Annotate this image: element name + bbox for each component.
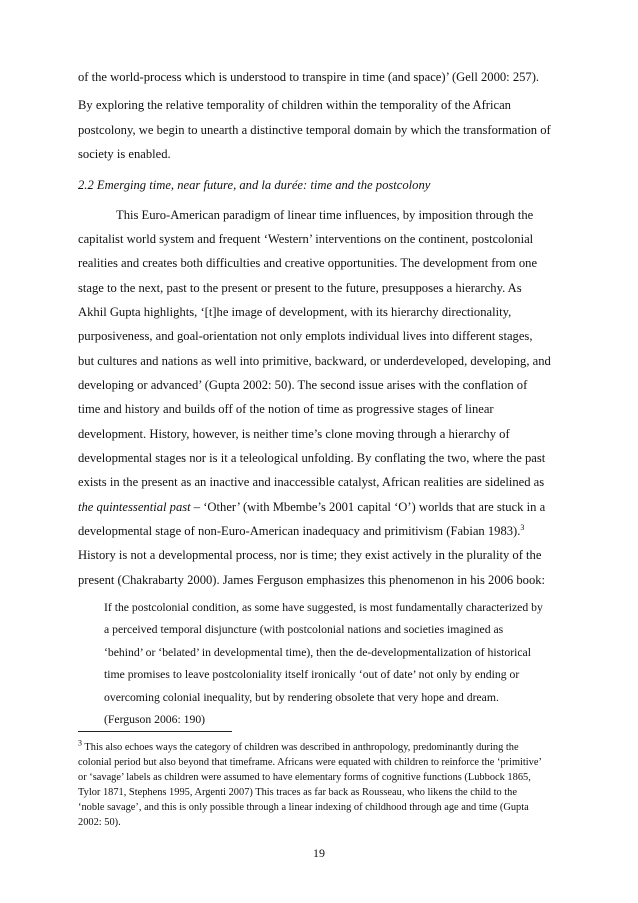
page-number: 19 xyxy=(313,846,325,860)
footnote-line: 2002: 50). xyxy=(78,817,121,828)
footnote-reference[interactable]: 3 xyxy=(520,522,525,532)
footnote-line: or ‘savage’ labels as children were assumed to have elementary forms of cognitive functions (Lubbock 1865, xyxy=(78,772,531,783)
body-text-line: capitalist world system and frequent ‘Western’ interventions on the continent, postcolonial xyxy=(78,232,534,246)
body-text-line: stage to the next, past to the present or present to the future, presupposes a hierarchy. As xyxy=(78,281,522,295)
body-text-line: developing or advanced’ (Gupta 2002: 50). The second issue arises with the conflation of xyxy=(78,378,528,392)
block-quote-line: time promises to leave postcoloniality itself ironically ‘out of date’ not only by ending or xyxy=(104,668,520,681)
body-text-line: By exploring the relative temporality of children within the temporality of the African xyxy=(78,98,511,112)
body-text-line: This Euro-American paradigm of linear time influences, by imposition through the xyxy=(116,208,534,222)
footnote-marker: 3 xyxy=(78,738,82,748)
body-text-line xyxy=(78,499,545,515)
block-quote-line: If the postcolonial condition, as some have suggested, is most fundamentally characterized by xyxy=(104,601,543,614)
body-text-line: purposiveness, and goal-orientation not only emplots individual lives into different stages, xyxy=(78,329,533,343)
body-text-line: development. History, however, is neither time’s clone moving through a hierarchy of xyxy=(78,427,510,441)
footnote-separator xyxy=(78,731,232,732)
body-text-line: time and history and builds off of the notion of time as progressive stages of linear xyxy=(78,402,494,416)
footnote-text: This also echoes ways the category of children was described in anthropology, predominantly during the xyxy=(82,742,519,753)
body-text-line: exists in the present as an inactive and inaccessible catalyst, African realities are sidelined as xyxy=(78,475,545,489)
block-quote-line: overcoming colonial inequality, but by rendering obsolete that very hope and dream. xyxy=(104,691,499,704)
footnote-line: ‘noble savage’, and this is only possible through a linear indexing of childhood through age and time (Gupta xyxy=(78,802,529,813)
body-text-line: but cultures and nations as well into primitive, backward, or underdeveloped, developing, and xyxy=(78,354,551,368)
footnote-line xyxy=(78,738,519,754)
body-text-line: society is enabled. xyxy=(78,147,171,161)
block-quote-line: (Ferguson 2006: 190) xyxy=(104,713,206,726)
body-text-span: ‘Other’ (with Mbembe’s 2001 capital ‘O’) worlds that are stuck in a xyxy=(200,500,546,514)
body-text-line: Akhil Gupta highlights, ‘[t]he image of development, with its hierarchy directionality, xyxy=(78,305,512,319)
block-quote-line: ‘behind’ or ‘belated’ in developmental time), then the de-developmentalization of historical xyxy=(104,646,531,659)
italic-phrase: the quintessential past – xyxy=(78,500,201,514)
body-text-line xyxy=(78,523,524,539)
body-text-line: postcolony, we begin to unearth a distinctive temporal domain by which the transformation of xyxy=(78,123,551,137)
section-heading: 2.2 Emerging time, near future, and la durée: time and the postcolony xyxy=(78,178,431,192)
body-text-line: present (Chakrabarty 2000). James Ferguson emphasizes this phenomenon in his 2006 book: xyxy=(78,573,546,587)
body-text-line: realities and creates both difficulties and creative opportunities. The development from one xyxy=(78,256,538,270)
footnote-line: Tylor 1871, Stephens 1995, Argenti 2007) This traces as far back as Rousseau, who likens the child to the xyxy=(78,787,517,798)
body-text-line: of the world-process which is understood to transpire in time (and space)’ (Gell 2000: 257). xyxy=(78,70,540,84)
block-quote-line: a perceived temporal disjuncture (with postcolonial nations and societies imagined as xyxy=(104,623,504,636)
body-text-line: History is not a developmental process, nor is time; they exist actively in the plurality of the xyxy=(78,548,542,562)
footnote-line: colonial period but also beyond that timeframe. Africans were equated with children to reinforce the ‘primitive’ xyxy=(78,757,542,768)
body-text-span: developmental stage of non-Euro-American inadequacy and primitivism (Fabian 1983). xyxy=(78,524,521,538)
body-text-line: developmental stages nor is it a teleological unfolding. By conflating the two, where the past xyxy=(78,451,546,465)
